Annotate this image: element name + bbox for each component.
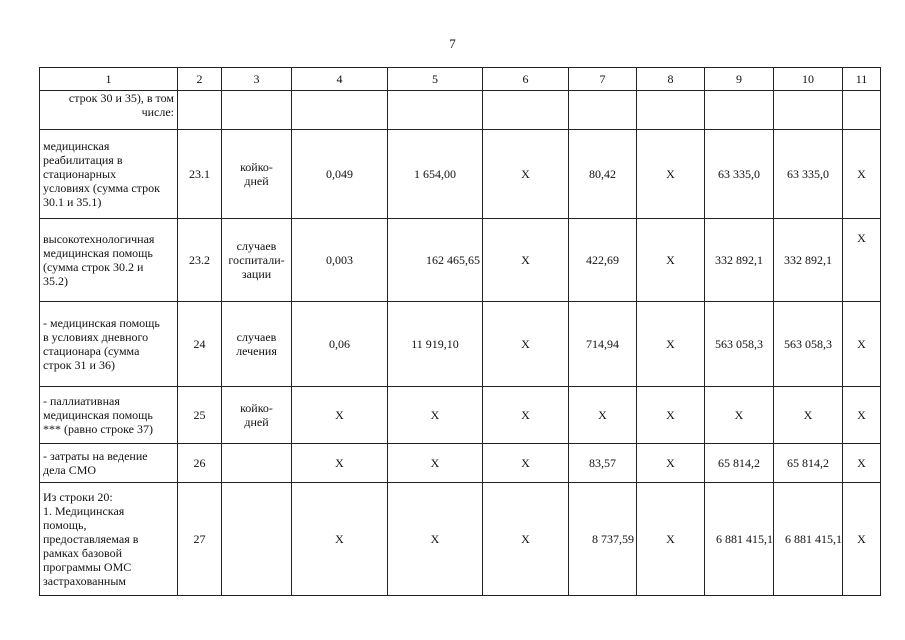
cell: 83,57 [569, 444, 637, 483]
row-name: высокотехнологичная медицинская помощь (сумма строк 30.2 и 35.2) [40, 219, 178, 302]
row-unit [222, 444, 292, 483]
row-code: 23.1 [178, 130, 222, 219]
column-header: 10 [774, 68, 843, 91]
cell: 563 058,3 [705, 302, 774, 387]
column-header: 6 [483, 68, 569, 91]
cell: X [637, 483, 705, 596]
column-header: 3 [222, 68, 292, 91]
column-header: 7 [569, 68, 637, 91]
cell: 1 654,00 [388, 130, 483, 219]
cell: X [843, 387, 881, 444]
cell: X [774, 387, 843, 444]
cell: 714,94 [569, 302, 637, 387]
cell: X [637, 444, 705, 483]
row-unit [222, 91, 292, 130]
table-row [40, 130, 881, 219]
cell: 0,003 [292, 219, 388, 302]
row-unit: койко- дней [222, 387, 292, 444]
cell: 11 919,10 [388, 302, 483, 387]
cell: 6 881 415,1 [705, 483, 774, 596]
cell: 0,06 [292, 302, 388, 387]
cell: X [483, 302, 569, 387]
cell: X [637, 130, 705, 219]
column-header: 4 [292, 68, 388, 91]
cell: X [843, 444, 881, 483]
cell [705, 91, 774, 130]
column-header: 1 [40, 68, 178, 91]
cell: 63 335,0 [774, 130, 843, 219]
cell: 422,69 [569, 219, 637, 302]
cell [292, 91, 388, 130]
row-code: 27 [178, 483, 222, 596]
table-row [40, 91, 881, 130]
cell [774, 91, 843, 130]
cell: X [292, 483, 388, 596]
table-header-row [40, 68, 881, 91]
column-header: 11 [843, 68, 881, 91]
cell: 80,42 [569, 130, 637, 219]
cell: 162 465,65 [388, 219, 483, 302]
cell: 8 737,59 [569, 483, 637, 596]
cell: X [483, 219, 569, 302]
row-code: 25 [178, 387, 222, 444]
cell: 0,049 [292, 130, 388, 219]
column-header: 5 [388, 68, 483, 91]
column-header: 8 [637, 68, 705, 91]
cell: 65 814,2 [774, 444, 843, 483]
cell: 6 881 415,1 [774, 483, 843, 596]
row-name: Из строки 20: 1. Медицинская помощь, предоставляемая в рамках базовой программы ОМС застрахованным [40, 483, 178, 596]
cell: X [388, 483, 483, 596]
row-unit: случаев лечения [222, 302, 292, 387]
row-code: 24 [178, 302, 222, 387]
table-row [40, 444, 881, 483]
cell: X [292, 387, 388, 444]
cell: X [483, 130, 569, 219]
table-row [40, 302, 881, 387]
cell: X [483, 444, 569, 483]
cell: X [483, 387, 569, 444]
column-header: 2 [178, 68, 222, 91]
cell: X [388, 387, 483, 444]
row-name: - затраты на ведение дела СМО [40, 444, 178, 483]
cell: X [843, 483, 881, 596]
cell: 63 335,0 [705, 130, 774, 219]
cell: X [843, 302, 881, 387]
row-code: 26 [178, 444, 222, 483]
row-name: - медицинская помощь в условиях дневного стационара (сумма строк 31 и 36) [40, 302, 178, 387]
column-header: 9 [705, 68, 774, 91]
row-code: 23.2 [178, 219, 222, 302]
cell: 563 058,3 [774, 302, 843, 387]
cell [483, 91, 569, 130]
cell: 332 892,1 [705, 219, 774, 302]
cell [843, 91, 881, 130]
row-code [178, 91, 222, 130]
table-row [40, 219, 881, 302]
cell: X [569, 387, 637, 444]
cell: X [637, 302, 705, 387]
row-unit: койко- дней [222, 130, 292, 219]
row-name: строк 30 и 35), в том числе: [40, 91, 178, 130]
table-row [40, 387, 881, 444]
cell: X [637, 219, 705, 302]
cell: X [388, 444, 483, 483]
row-name: - паллиативная медицинская помощь *** (равно строке 37) [40, 387, 178, 444]
cell: 65 814,2 [705, 444, 774, 483]
cell [388, 91, 483, 130]
cell: X [705, 387, 774, 444]
data-table [39, 67, 881, 596]
cell: 332 892,1 [774, 219, 843, 302]
table-row [40, 483, 881, 596]
row-name: медицинская реабилитация в стационарных условиях (сумма строк 30.1 и 35.1) [40, 130, 178, 219]
cell: X [843, 219, 881, 302]
cell: X [843, 130, 881, 219]
page-number: 7 [449, 36, 456, 51]
row-unit: случаев госпитали- зации [222, 219, 292, 302]
cell: X [292, 444, 388, 483]
cell: X [483, 483, 569, 596]
cell [569, 91, 637, 130]
cell: X [637, 387, 705, 444]
cell [637, 91, 705, 130]
row-unit [222, 483, 292, 596]
